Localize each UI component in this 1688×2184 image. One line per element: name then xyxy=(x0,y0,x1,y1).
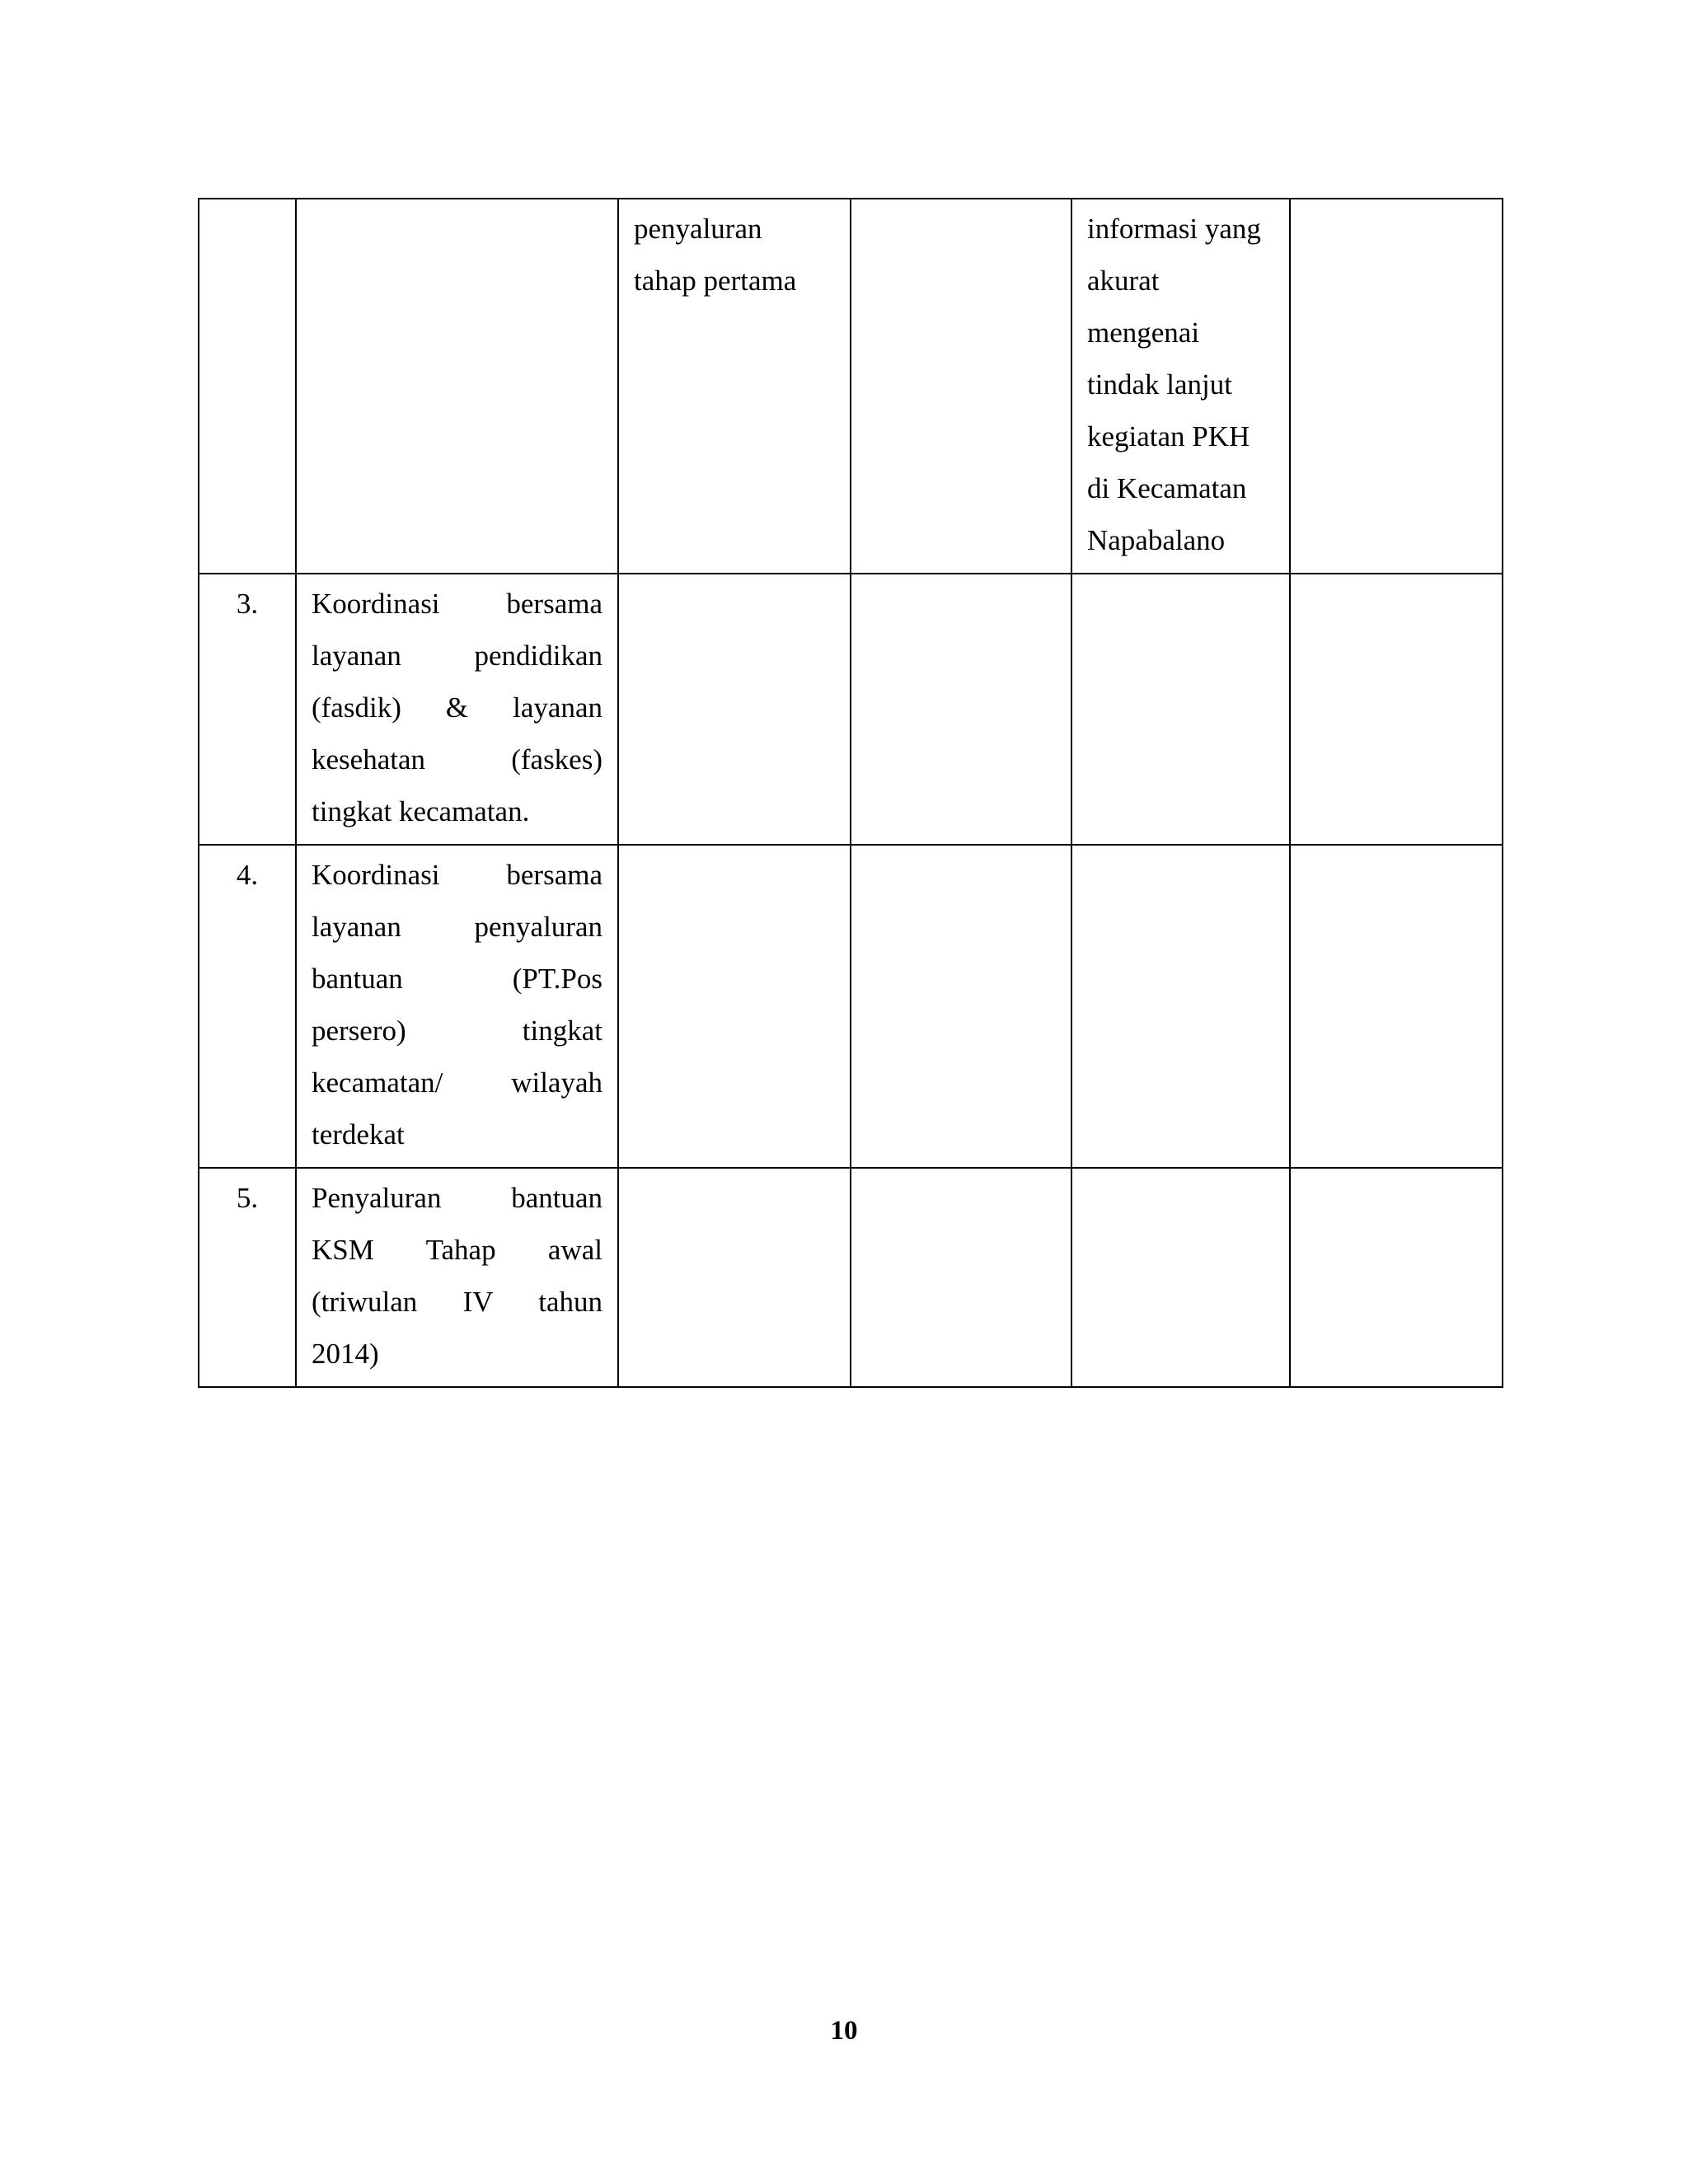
cell-line: tindak lanjut xyxy=(1087,368,1232,401)
cell-line: penyaluran xyxy=(634,213,762,245)
cell-line: Koordinasi bersama xyxy=(312,588,603,620)
cell-line: mengenai xyxy=(1087,316,1200,349)
empty-cell xyxy=(1071,574,1290,845)
cell-line: terdekat xyxy=(312,1118,405,1151)
cell-line: layanan pendidikan xyxy=(312,640,603,672)
activity-cell xyxy=(296,1168,618,1387)
cell-line: layanan penyaluran xyxy=(312,911,603,943)
activity-table xyxy=(198,198,1503,1388)
empty-cell xyxy=(851,845,1071,1168)
cell-line: bantuan (PT.Pos xyxy=(312,963,603,995)
empty-cell xyxy=(618,574,851,845)
cell-line: Napabalano xyxy=(1087,524,1226,556)
cell-line: 2014) xyxy=(312,1338,379,1370)
cell-line: kecamatan/ wilayah xyxy=(312,1066,603,1099)
cell-line: kesehatan (faskes) xyxy=(312,743,603,776)
empty-cell xyxy=(851,574,1071,845)
number-cell: 4. xyxy=(199,845,296,1168)
table-row xyxy=(199,845,1503,1168)
empty-cell xyxy=(851,199,1071,574)
output-cell xyxy=(1071,199,1290,574)
empty-cell xyxy=(1071,845,1290,1168)
number-cell: 3. xyxy=(199,574,296,845)
cell-line: persero) tingkat xyxy=(312,1015,603,1047)
cell-line: KSM Tahap awal xyxy=(312,1234,603,1266)
cell-line: tingkat kecamatan. xyxy=(312,795,530,827)
empty-cell xyxy=(1290,574,1503,845)
empty-cell xyxy=(1290,1168,1503,1387)
empty-cell xyxy=(618,1168,851,1387)
table-row xyxy=(199,1168,1503,1387)
cell-line: (triwulan IV tahun xyxy=(312,1286,603,1318)
cell-line: kegiatan PKH xyxy=(1087,420,1250,452)
empty-cell xyxy=(851,1168,1071,1387)
empty-cell xyxy=(1071,1168,1290,1387)
activity-cell xyxy=(296,845,618,1168)
empty-cell xyxy=(1290,199,1503,574)
stage-cell xyxy=(618,199,851,574)
page-number: 10 xyxy=(830,2016,858,2046)
cell-line: Penyaluran bantuan xyxy=(312,1182,603,1214)
cell-line: di Kecamatan xyxy=(1087,472,1247,504)
cell-line: Koordinasi bersama xyxy=(312,859,603,891)
cell-line: akurat xyxy=(1087,265,1160,297)
cell-line: informasi yang xyxy=(1087,213,1261,245)
empty-cell xyxy=(1290,845,1503,1168)
empty-cell xyxy=(618,845,851,1168)
activity-cell xyxy=(296,199,618,574)
table-row xyxy=(199,574,1503,845)
table-row-continuation xyxy=(199,199,1503,574)
number-cell: 5. xyxy=(199,1168,296,1387)
cell-line: (fasdik) & layanan xyxy=(312,691,603,724)
activity-cell xyxy=(296,574,618,845)
number-cell xyxy=(199,199,296,574)
cell-line: tahap pertama xyxy=(634,265,797,297)
